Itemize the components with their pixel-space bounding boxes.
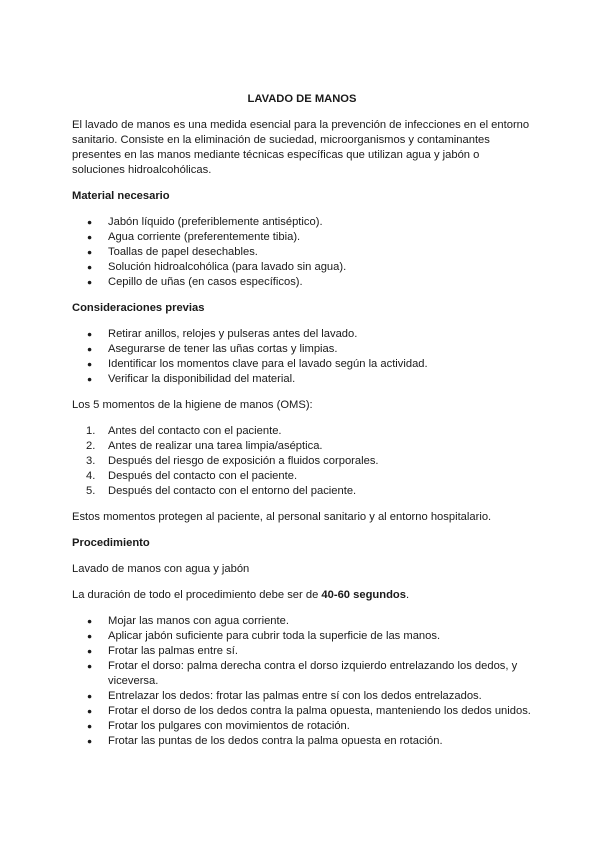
- duration-suffix: .: [405, 589, 410, 601]
- intro-paragraph: El lavado de manos es una medida esencial para la prevención de infecciones en el entorno sanitario. Consiste en la eliminación de suciedad, microorganismos y contaminantes presentes en las manos mediante técnicas específicas que utilizan agua y jabón o soluciones hidroalcohólicas.: [72, 119, 530, 176]
- material-heading: Material necesario: [72, 190, 170, 202]
- list-item: ● Asegurarse de tener las uñas cortas y limpias.: [72, 342, 532, 357]
- item-text: Después del contacto con el entorno del paciente.: [108, 485, 357, 497]
- item-number: 2.: [86, 440, 96, 452]
- list-item: ● Entrelazar los dedos: frotar las palmas entre sí con los dedos entrelazados.: [72, 689, 532, 704]
- document-page: [72, 92, 532, 749]
- material-list: [72, 215, 532, 290]
- item-number: 3.: [86, 455, 96, 467]
- list-item: ● Identificar los momentos clave para el lavado según la actividad.: [72, 357, 532, 372]
- list-item: ● Agua corriente (preferentemente tibia).: [72, 230, 532, 245]
- list-item: ● Jabón líquido (preferiblemente antiséptico).: [72, 215, 532, 230]
- list-item: ● Aplicar jabón suficiente para cubrir toda la superficie de las manos.: [72, 629, 532, 644]
- numbered-item: [72, 484, 532, 499]
- numbered-item: [72, 424, 532, 439]
- list-item: ● Frotar los pulgares con movimientos de rotación.: [72, 719, 532, 734]
- list-item: ● Retirar anillos, relojes y pulseras antes del lavado.: [72, 327, 532, 342]
- item-text: Antes de realizar una tarea limpia/aséptica.: [108, 440, 323, 452]
- document-title: LAVADO DE MANOS: [247, 93, 357, 105]
- duration-value: 40-60 segundos: [321, 589, 406, 601]
- item-text: Antes del contacto con el paciente.: [108, 425, 282, 437]
- consideraciones-heading: Consideraciones previas: [72, 302, 205, 314]
- item-number: 4.: [86, 470, 96, 482]
- list-item: ● Mojar las manos con agua corriente.: [72, 614, 532, 629]
- list-item: ● Toallas de papel desechables.: [72, 245, 532, 260]
- procedimiento-heading: Procedimiento: [72, 537, 150, 549]
- list-item: ● Frotar las puntas de los dedos contra la palma opuesta en rotación.: [72, 734, 532, 749]
- procedimiento-steps: [72, 614, 532, 749]
- momentos-list: [72, 424, 532, 499]
- consideraciones-list: [72, 327, 532, 387]
- item-text: Después del riesgo de exposición a fluidos corporales.: [108, 455, 379, 467]
- item-text: Después del contacto con el paciente.: [108, 470, 298, 482]
- numbered-item: [72, 454, 532, 469]
- numbered-item: [72, 469, 532, 484]
- momentos-outro: Estos momentos protegen al paciente, al personal sanitario y al entorno hospitalario.: [72, 511, 492, 523]
- momentos-intro: Los 5 momentos de la higiene de manos (OMS):: [72, 399, 313, 411]
- list-item: ● Frotar el dorso: palma derecha contra el dorso izquierdo entrelazando los dedos, y viceversa.: [72, 659, 532, 689]
- duration-prefix: La duración de todo el procedimiento debe ser de: [72, 589, 322, 601]
- list-item: ● Cepillo de uñas (en casos específicos).: [72, 275, 532, 290]
- numbered-item: [72, 439, 532, 454]
- duration-paragraph: [72, 588, 532, 603]
- list-item: ● Frotar las palmas entre sí.: [72, 644, 532, 659]
- item-number: 5.: [86, 485, 96, 497]
- procedimiento-subtitle: Lavado de manos con agua y jabón: [72, 563, 250, 575]
- item-number: 1.: [86, 425, 96, 437]
- list-item: ● Verificar la disponibilidad del material.: [72, 372, 532, 387]
- list-item: ● Frotar el dorso de los dedos contra la palma opuesta, manteniendo los dedos unidos.: [72, 704, 532, 719]
- list-item: ● Solución hidroalcohólica (para lavado sin agua).: [72, 260, 532, 275]
